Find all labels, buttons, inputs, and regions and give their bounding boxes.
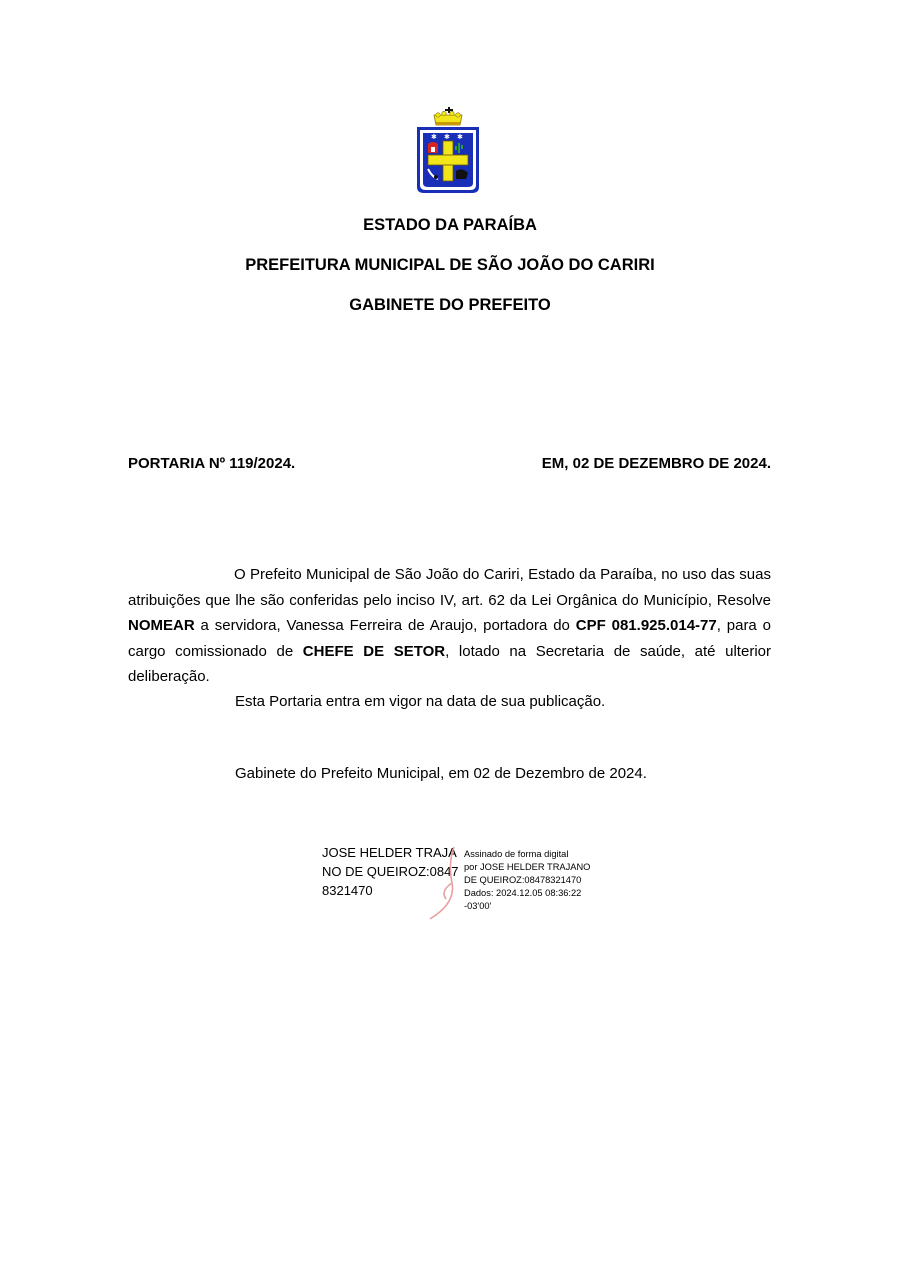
signature-detail-line: Assinado de forma digital [464, 849, 569, 859]
signer-name: JOSE HELDER TRAJANO DE QUEIROZ:08478321470 [322, 845, 459, 898]
state-heading: ESTADO DA PARAÍBA [363, 216, 537, 234]
body-text: , lotado na Secretaria de saúde, até ulterior deliberação. [128, 642, 771, 685]
municipal-coat-of-arms [414, 107, 482, 195]
crown-icon [434, 107, 462, 125]
svg-text:✱: ✱ [444, 133, 450, 141]
ordinance-number: PORTARIA Nº 119/2024. [128, 455, 296, 472]
body-text: a servidora, Vanessa Ferreira de Araujo, portadora do [194, 617, 576, 634]
signature-detail-line: -03'00' [464, 901, 492, 911]
ordinance-body-paragraph [128, 562, 771, 690]
signature-details [464, 848, 614, 913]
ordinance-date: EM, 02 DE DEZEMBRO DE 2024. [541, 455, 771, 472]
signature-detail-line: Dados: 2024.12.05 08:36:22 [464, 888, 582, 898]
digital-signature-block [322, 843, 612, 923]
ordinance-reference-row [128, 455, 771, 477]
office-heading: GABINETE DO PREFEITO [349, 296, 551, 314]
signature-detail-line: por JOSE HELDER TRAJANO [464, 862, 591, 872]
shield-icon [417, 127, 479, 193]
body-text: , para o cargo comissionado de [128, 617, 771, 660]
svg-text:✱: ✱ [431, 133, 437, 141]
closing-paragraph: Gabinete do Prefeito Municipal, em 02 de Dezembro de 2024. [235, 765, 647, 782]
svg-text:✱: ✱ [457, 133, 463, 141]
position-title: CHEFE DE SETOR [302, 642, 446, 660]
effective-date-paragraph: Esta Portaria entra em vigor na data de sua publicação. [235, 693, 606, 710]
body-text: O Prefeito Municipal de São João do Cariri, Estado da Paraíba, no uso das suas atribuições que lhe são conferidas pelo inciso IV, art. 62 da Lei Orgânica do Município, Resolve [128, 566, 771, 609]
appoint-keyword: NOMEAR [128, 617, 195, 634]
signature-detail-line: DE QUEIROZ:08478321470 [464, 875, 582, 885]
signature-mark-icon [422, 843, 462, 923]
cpf-number: CPF 081.925.014-77 [575, 617, 717, 634]
municipality-heading: PREFEITURA MUNICIPAL DE SÃO JOÃO DO CARIRI [245, 256, 655, 274]
